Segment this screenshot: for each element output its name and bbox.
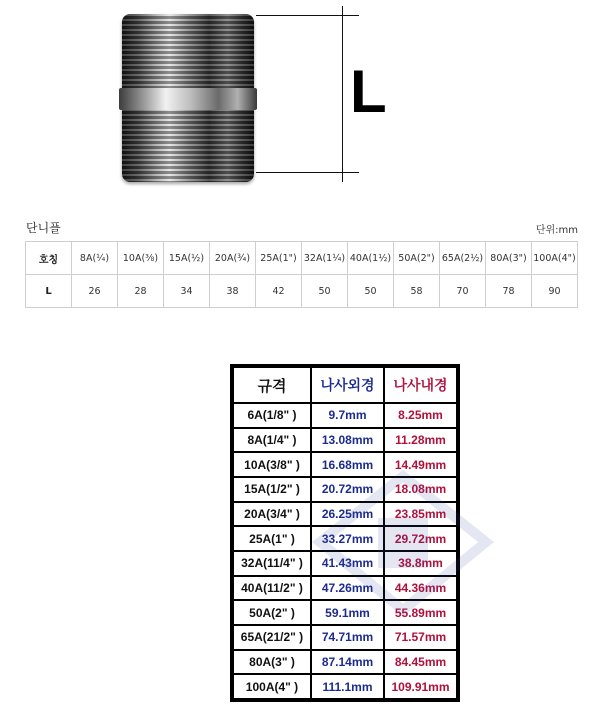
length-cell: 78: [486, 275, 532, 308]
spec-cell: 80A(3" ): [234, 651, 310, 674]
length-cell: 28: [118, 275, 164, 308]
size-cell: 80A(3"): [486, 242, 532, 275]
spec-cell: 6A(1/8" ): [234, 404, 310, 427]
table-row: [234, 577, 456, 600]
inner-diameter-cell: 18.08mm: [385, 478, 456, 501]
outer-diameter-cell: 59.1mm: [312, 601, 383, 624]
size-cell: 10A(⅜): [118, 242, 164, 275]
outer-diameter-cell: 74.71mm: [312, 626, 383, 649]
outer-diameter-cell: 9.7mm: [312, 404, 383, 427]
outer-diameter-cell: 20.72mm: [312, 478, 383, 501]
length-cell: 50: [302, 275, 348, 308]
table-row: [234, 626, 456, 649]
spec-cell: 40A(11/2" ): [234, 577, 310, 600]
dimension-vertical-line: [342, 6, 343, 182]
thread-spec-table: [232, 366, 458, 700]
spec-cell: 15A(1/2" ): [234, 478, 310, 501]
size-cell: 15A(½): [164, 242, 210, 275]
inner-diameter-cell: 8.25mm: [385, 404, 456, 427]
outer-diameter-cell: 33.27mm: [312, 527, 383, 550]
table-row: [234, 601, 456, 624]
length-cell: 26: [72, 275, 118, 308]
inner-diameter-cell: 84.45mm: [385, 651, 456, 674]
nipple-length-table: [25, 241, 578, 308]
size-cell: 100A(4"): [532, 242, 578, 275]
pipe-nipple-center-band: [119, 88, 257, 110]
row-header-label: 호칭: [26, 242, 72, 275]
length-cell: 38: [210, 275, 256, 308]
table-row: [234, 527, 456, 550]
table1-unit: 단위:mm: [535, 225, 578, 236]
inner-diameter-cell: 44.36mm: [385, 577, 456, 600]
spec-cell: 65A(21/2" ): [234, 626, 310, 649]
outer-diameter-cell: 87.14mm: [312, 651, 383, 674]
spec-cell: 25A(1" ): [234, 527, 310, 550]
length-cell: 50: [348, 275, 394, 308]
inner-diameter-cell: 11.28mm: [385, 429, 456, 452]
spec-cell: 10A(3/8" ): [234, 453, 310, 476]
spec-cell: 20A(3/4" ): [234, 503, 310, 526]
size-cell: 32A(1¼): [302, 242, 348, 275]
header-outer-diameter: 나사외경: [312, 368, 383, 402]
spec-cell: 100A(4" ): [234, 675, 310, 698]
table-row: [234, 478, 456, 501]
dimension-label: L: [350, 58, 387, 125]
size-cell: 40A(1½): [348, 242, 394, 275]
dimension-top-line: [256, 15, 359, 16]
inner-diameter-cell: 29.72mm: [385, 527, 456, 550]
outer-diameter-cell: 16.68mm: [312, 453, 383, 476]
outer-diameter-cell: 47.26mm: [312, 577, 383, 600]
table-row: [234, 404, 456, 427]
inner-diameter-cell: 14.49mm: [385, 453, 456, 476]
length-cell: 34: [164, 275, 210, 308]
table-header-row: [234, 368, 456, 402]
spec-cell: 8A(1/4" ): [234, 429, 310, 452]
table1-title: 단니플: [26, 221, 61, 235]
inner-diameter-cell: 109.91mm: [385, 675, 456, 698]
inner-diameter-cell: 23.85mm: [385, 503, 456, 526]
table-row: [234, 675, 456, 698]
spec-cell: 32A(11/4" ): [234, 552, 310, 575]
length-cell: 90: [532, 275, 578, 308]
thread-spec-table-frame: [230, 364, 460, 702]
outer-diameter-cell: 26.25mm: [312, 503, 383, 526]
outer-diameter-cell: 41.43mm: [312, 552, 383, 575]
table-row: [234, 453, 456, 476]
size-cell: 25A(1"): [256, 242, 302, 275]
outer-diameter-cell: 13.08mm: [312, 429, 383, 452]
row-value-label: L: [26, 275, 72, 308]
inner-diameter-cell: 55.89mm: [385, 601, 456, 624]
table-row: [234, 429, 456, 452]
inner-diameter-cell: 38.8mm: [385, 552, 456, 575]
table-row: [234, 503, 456, 526]
length-cell: 70: [440, 275, 486, 308]
table-row: [234, 552, 456, 575]
inner-diameter-cell: 71.57mm: [385, 626, 456, 649]
size-cell: 50A(2"): [394, 242, 440, 275]
length-cell: 58: [394, 275, 440, 308]
pipe-nipple-image: [122, 14, 254, 182]
header-inner-diameter: 나사내경: [385, 368, 456, 402]
table-row: [26, 275, 578, 308]
header-spec: 규격: [234, 368, 310, 402]
table-row: [234, 651, 456, 674]
size-cell: 20A(¾): [210, 242, 256, 275]
length-cell: 42: [256, 275, 302, 308]
product-figure: [0, 0, 615, 200]
spec-cell: 50A(2" ): [234, 601, 310, 624]
size-cell: 65A(2½): [440, 242, 486, 275]
table-row: [26, 242, 578, 275]
outer-diameter-cell: 111.1mm: [312, 675, 383, 698]
size-cell: 8A(¼): [72, 242, 118, 275]
dimension-bottom-line: [256, 172, 359, 173]
